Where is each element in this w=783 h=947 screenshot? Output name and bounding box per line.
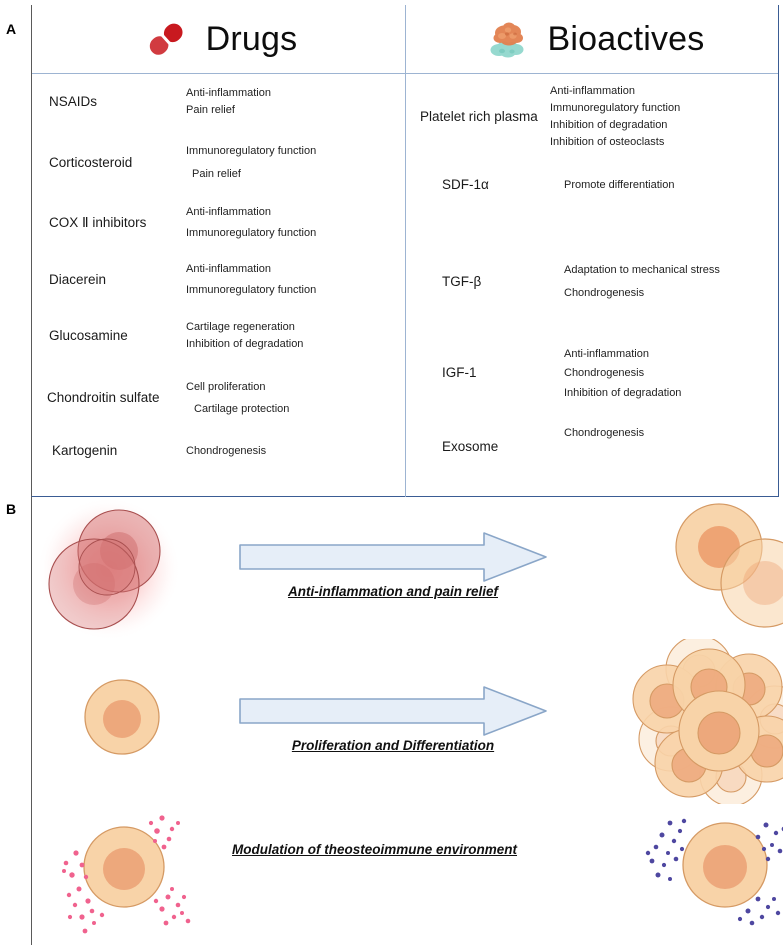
panel-b-mechanism-diagram xyxy=(31,497,779,945)
effect-item: Anti-inflammation xyxy=(186,87,271,99)
drug-name: Corticosteroid xyxy=(49,154,133,170)
effect-item: Pain relief xyxy=(192,168,241,181)
panel-a-comparison-table xyxy=(31,5,779,497)
effect-item: Immunoregulatory function xyxy=(186,145,317,157)
mechanism-row xyxy=(32,647,779,797)
bioactive-name: TGF-β xyxy=(442,273,482,289)
bioactive-name: IGF-1 xyxy=(442,365,477,381)
drug-name: Kartogenin xyxy=(52,443,118,459)
table-row xyxy=(32,202,405,245)
drug-effects xyxy=(180,140,316,186)
drug-effects xyxy=(180,202,316,245)
bioactive-effects xyxy=(556,177,674,194)
panel-label-b: B xyxy=(6,501,17,517)
drug-name: NSAIDs xyxy=(49,93,98,109)
single-orange-cell-art xyxy=(77,671,167,763)
column-title-drugs: Drugs xyxy=(205,20,298,58)
effect-item: Immunoregulatory function xyxy=(186,284,317,297)
drug-name: COX Ⅱ inhibitors xyxy=(49,215,147,230)
right-arrow-icon xyxy=(238,685,548,737)
drug-effects xyxy=(180,85,271,119)
table-row xyxy=(32,319,405,353)
effect-item: Anti-inflammation xyxy=(186,206,271,218)
mechanism-caption: Proliferation and Differentiation xyxy=(291,738,495,753)
healthy-orange-cells-pair-art xyxy=(657,503,783,638)
table-body-bioactives xyxy=(406,73,780,497)
effect-item: Chondrogenesis xyxy=(564,367,645,380)
column-title-bioactives: Bioactives xyxy=(547,20,705,58)
drug-effects xyxy=(180,259,316,302)
mechanism-row xyxy=(32,797,779,945)
protein-molecule-icon xyxy=(482,15,534,63)
mechanism-row xyxy=(32,497,779,647)
effect-item: Pain relief xyxy=(186,104,235,117)
table-row xyxy=(32,259,405,302)
mechanism-caption: Anti-inflammation and pain relief xyxy=(287,584,498,599)
effect-item: Inhibition of degradation xyxy=(186,338,304,351)
table-row xyxy=(32,140,405,186)
effect-item: Anti-inflammation xyxy=(550,85,635,97)
capsule-pill-icon xyxy=(140,15,192,63)
bioactive-effects xyxy=(556,345,681,403)
bioactive-name: Platelet rich plasma xyxy=(420,108,538,124)
table-row xyxy=(32,376,405,420)
bioactive-name: Exosome xyxy=(442,439,499,455)
column-header-bioactives xyxy=(406,5,780,73)
effect-item: Cell proliferation xyxy=(186,381,266,393)
column-header-drugs xyxy=(32,5,405,73)
table-body-drugs xyxy=(32,73,405,497)
cell-with-purple-cytokines-art xyxy=(640,803,783,941)
table-row xyxy=(32,85,405,119)
effect-item: Chondrogenesis xyxy=(186,445,267,457)
effect-item: Inhibition of osteoclasts xyxy=(550,136,665,149)
effect-item: Anti-inflammation xyxy=(564,348,649,360)
effect-item: Chondrogenesis xyxy=(564,287,645,300)
drug-effects xyxy=(180,376,289,420)
bioactive-effects xyxy=(542,83,680,151)
effect-item: Immunoregulatory function xyxy=(186,227,317,240)
table-row xyxy=(406,345,780,403)
panel-label-a: A xyxy=(6,21,17,37)
orange-cell-cluster-art xyxy=(627,639,783,804)
drug-name: Diacerein xyxy=(49,272,107,287)
arrow-anti-inflammation xyxy=(238,531,548,599)
table-row xyxy=(32,443,405,460)
bioactive-effects xyxy=(556,259,720,305)
table-row xyxy=(406,83,780,151)
right-arrow-icon xyxy=(238,531,548,583)
effect-item: Cartilage protection xyxy=(194,403,290,415)
effect-item: Inhibition of degradation xyxy=(550,119,668,132)
arrow-proliferation xyxy=(238,685,548,753)
drug-effects xyxy=(180,443,266,460)
inflamed-red-cells-art xyxy=(37,499,207,644)
mechanism-caption: Modulation of theosteoimmune environment xyxy=(232,842,518,857)
bioactive-effects xyxy=(556,425,644,442)
table-row xyxy=(406,427,780,456)
effect-item: Adaptation to mechanical stress xyxy=(564,264,720,276)
table-row xyxy=(406,177,780,194)
effect-item: Immunoregulatory function xyxy=(550,102,681,115)
effect-item: Anti-inflammation xyxy=(186,263,271,275)
drug-name: Glucosamine xyxy=(49,327,128,343)
effect-item: Cartilage regeneration xyxy=(186,321,295,333)
drug-name: Chondroitin sulfate xyxy=(47,389,160,405)
cell-with-pink-cytokines-art xyxy=(52,805,207,940)
table-row xyxy=(406,259,780,305)
bioactive-name: SDF-1α xyxy=(442,177,489,193)
effect-item: Inhibition of degradation xyxy=(564,386,682,399)
effect-item: Promote differentiation xyxy=(564,179,675,191)
caption-osteoimmune xyxy=(230,841,590,857)
drug-effects xyxy=(180,319,303,353)
effect-item: Chondrogenesis xyxy=(564,427,645,439)
